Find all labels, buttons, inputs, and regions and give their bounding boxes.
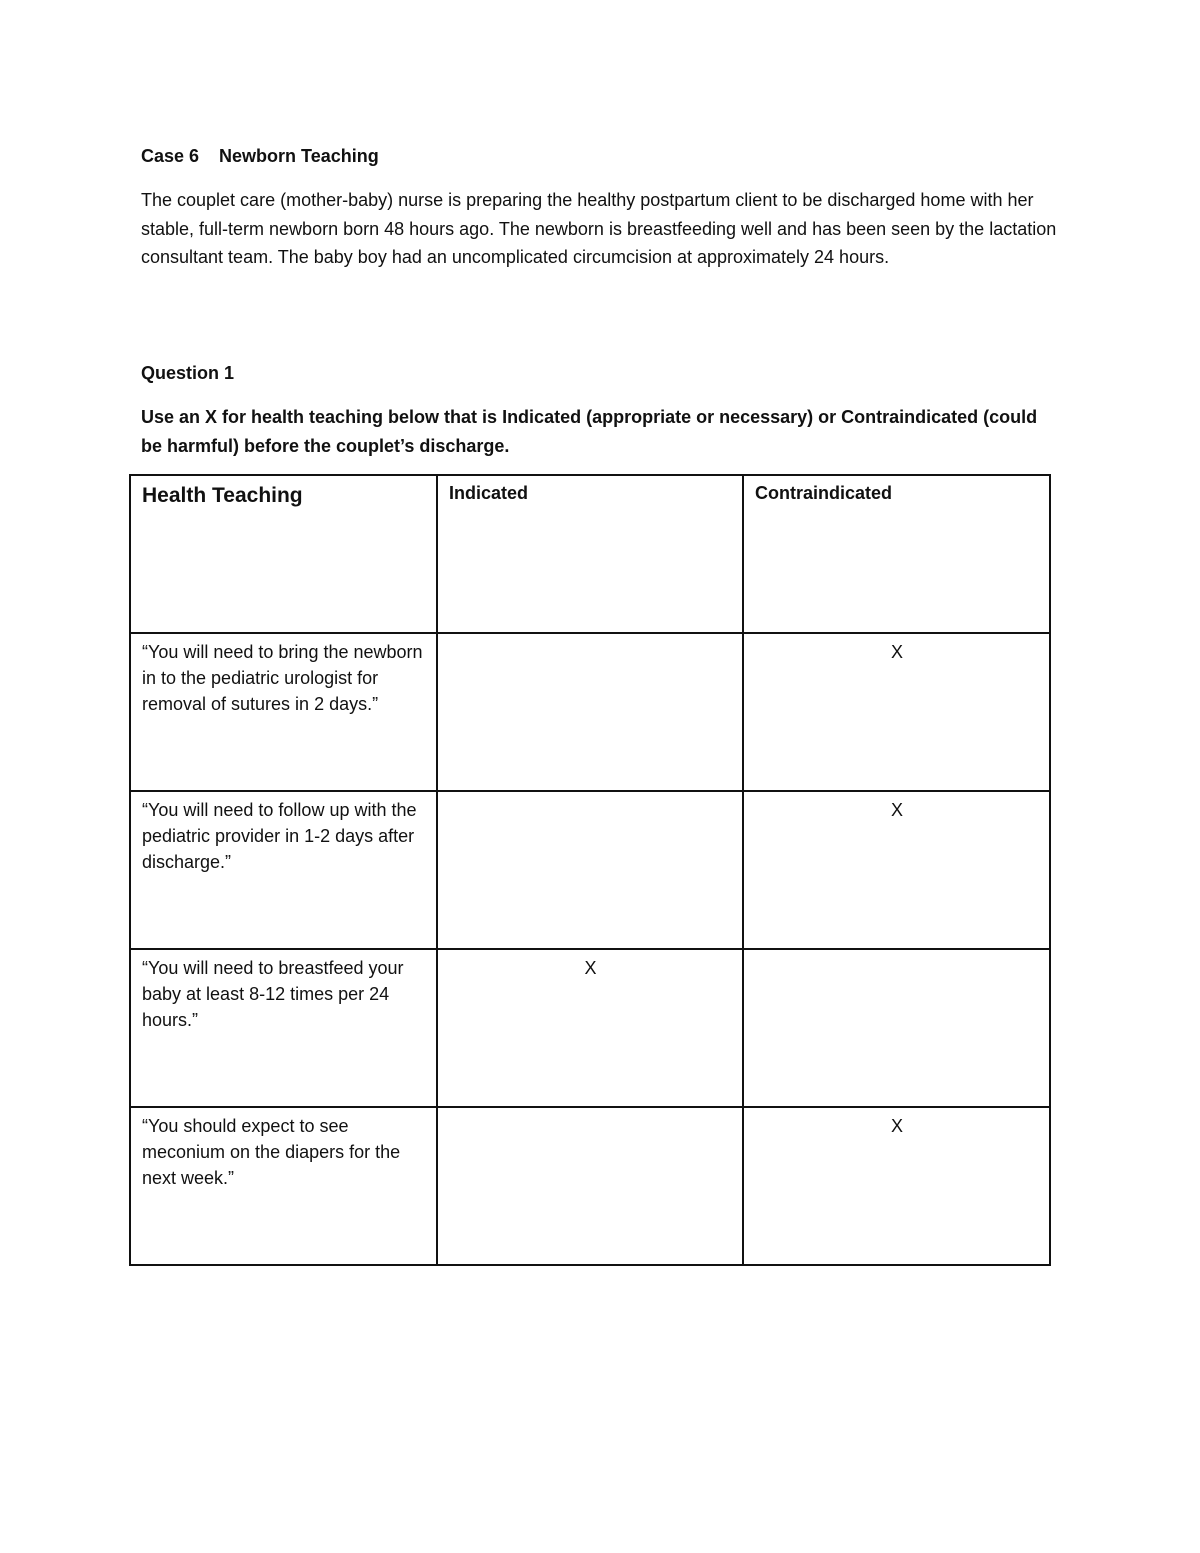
contraindicated-cell[interactable] [743,633,1050,791]
contraindicated-cell[interactable] [743,1107,1050,1265]
indicated-cell[interactable] [437,633,743,791]
indicated-mark [449,639,732,665]
table-row [130,791,1050,949]
indicated-cell[interactable] [437,791,743,949]
contraindicated-mark: X [890,642,903,662]
health-teaching-table [129,474,1051,1266]
teaching-cell [130,791,437,949]
contraindicated-mark: X [890,800,903,820]
contraindicated-mark: X [890,1116,903,1136]
teaching-text: “You will need to breastfeed your baby at least 8-12 times per 24 hours.” [142,958,404,1030]
contraindicated-cell[interactable] [743,949,1050,1107]
indicated-cell[interactable] [437,1107,743,1265]
case-title: Case 6 Newborn Teaching [141,146,379,166]
teaching-text: “You will need to follow up with the pediatric provider in 1-2 days after discharge.” [142,800,417,872]
header-cell-contraindicated [743,475,1050,633]
contraindicated-cell[interactable] [743,791,1050,949]
table-header-row [130,475,1050,633]
indicated-mark: X [584,958,597,978]
teaching-text: “You will need to bring the newborn in to the pediatric urologist for removal of sutures in 2 days.” [142,642,423,714]
teaching-cell [130,633,437,791]
question-instructions: Use an X for health teaching below that is Indicated (appropriate or necessary) or Contraindicated (could be harmful) before the couplet’s discharge. [141,407,1038,456]
question-label: Question 1 [141,363,235,383]
case-intro-paragraph: The couplet care (mother-baby) nurse is preparing the healthy postpartum client to be discharged home with her stable, full-term newborn born 48 hours ago. The newborn is breastfeeding well and has been seen by the lactation consultant team. The baby boy had an uncomplicated circumcision at approximately 24 hours. [141,190,1057,267]
contraindicated-mark [755,955,1039,981]
teaching-cell [130,1107,437,1265]
indicated-cell[interactable] [437,949,743,1107]
header-health-teaching: Health Teaching [142,484,303,507]
indicated-mark [449,797,732,823]
table-row [130,1107,1050,1265]
teaching-cell [130,949,437,1107]
header-cell-indicated [437,475,743,633]
table-row [130,633,1050,791]
teaching-text: “You should expect to see meconium on the diapers for the next week.” [142,1116,401,1188]
header-contraindicated: Contraindicated [755,483,893,503]
table-row [130,949,1050,1107]
header-indicated: Indicated [449,483,529,503]
indicated-mark [449,1113,732,1139]
header-cell-health-teaching [130,475,437,633]
